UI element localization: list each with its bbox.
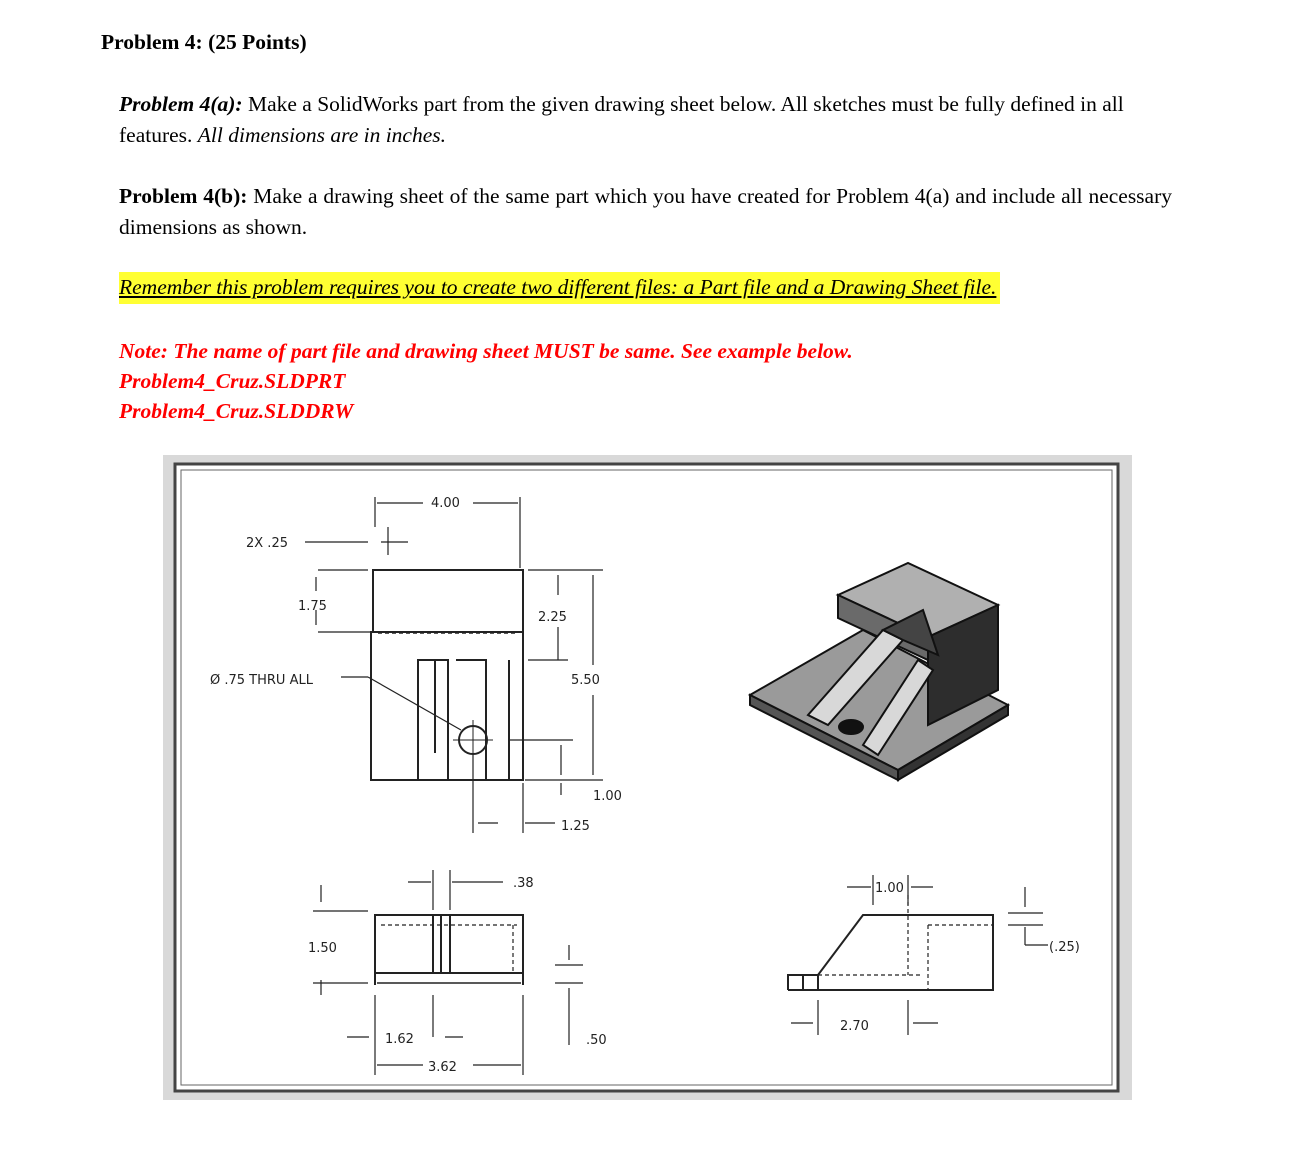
problem-4b-paragraph — [119, 181, 1172, 243]
problem-4a-label: Problem 4(a): — [119, 92, 243, 116]
dim-038: .38 — [513, 876, 534, 891]
dim-1-75: 1.75 — [298, 599, 327, 614]
problem-4a-paragraph — [119, 89, 1172, 151]
dim-1-25: 1.25 — [561, 819, 590, 834]
dim-050: .50 — [586, 1033, 607, 1048]
dim-5-50: 5.50 — [571, 673, 600, 688]
dim-2-70: 2.70 — [840, 1019, 869, 1034]
note-line-2: Problem4_Cruz.SLDPRT — [119, 369, 346, 393]
file-reminder: Remember this problem requires you to create two different files: a Part file and a Drawing Sheet file. — [119, 272, 1000, 304]
dim-side-1-00: 1.00 — [875, 881, 904, 896]
note-line-1: Note: The name of part file and drawing sheet MUST be same. See example below. — [119, 339, 853, 363]
problem-heading: Problem 4: (25 Points) — [101, 30, 307, 54]
problem-4a-text: Make a SolidWorks part from the given drawing sheet below. All sketches must be fully defined in all features. — [119, 92, 1124, 147]
engineering-drawing — [163, 455, 1132, 1100]
dim-1-00: 1.00 — [593, 789, 622, 804]
naming-note — [119, 336, 853, 426]
units-note: All dimensions are in inches. — [197, 123, 447, 147]
problem-4b-label: Problem 4(b): — [119, 184, 248, 208]
note-line-3: Problem4_Cruz.SLDDRW — [119, 399, 354, 423]
problem-4b-text: Make a drawing sheet of the same part which you have created for Problem 4(a) and include all necessary dimensions as shown. — [119, 184, 1173, 239]
dim-2-25: 2.25 — [538, 610, 567, 625]
dim-1-62: 1.62 — [385, 1032, 414, 1047]
dim-4-00: 4.00 — [431, 496, 460, 511]
dim-025-ref: (.25) — [1049, 940, 1080, 955]
dim-3-62: 3.62 — [428, 1060, 457, 1075]
dim-2x-025: 2X .25 — [246, 536, 288, 551]
hole-callout: Ø .75 THRU ALL — [210, 673, 313, 688]
dim-1-50: 1.50 — [308, 941, 337, 956]
